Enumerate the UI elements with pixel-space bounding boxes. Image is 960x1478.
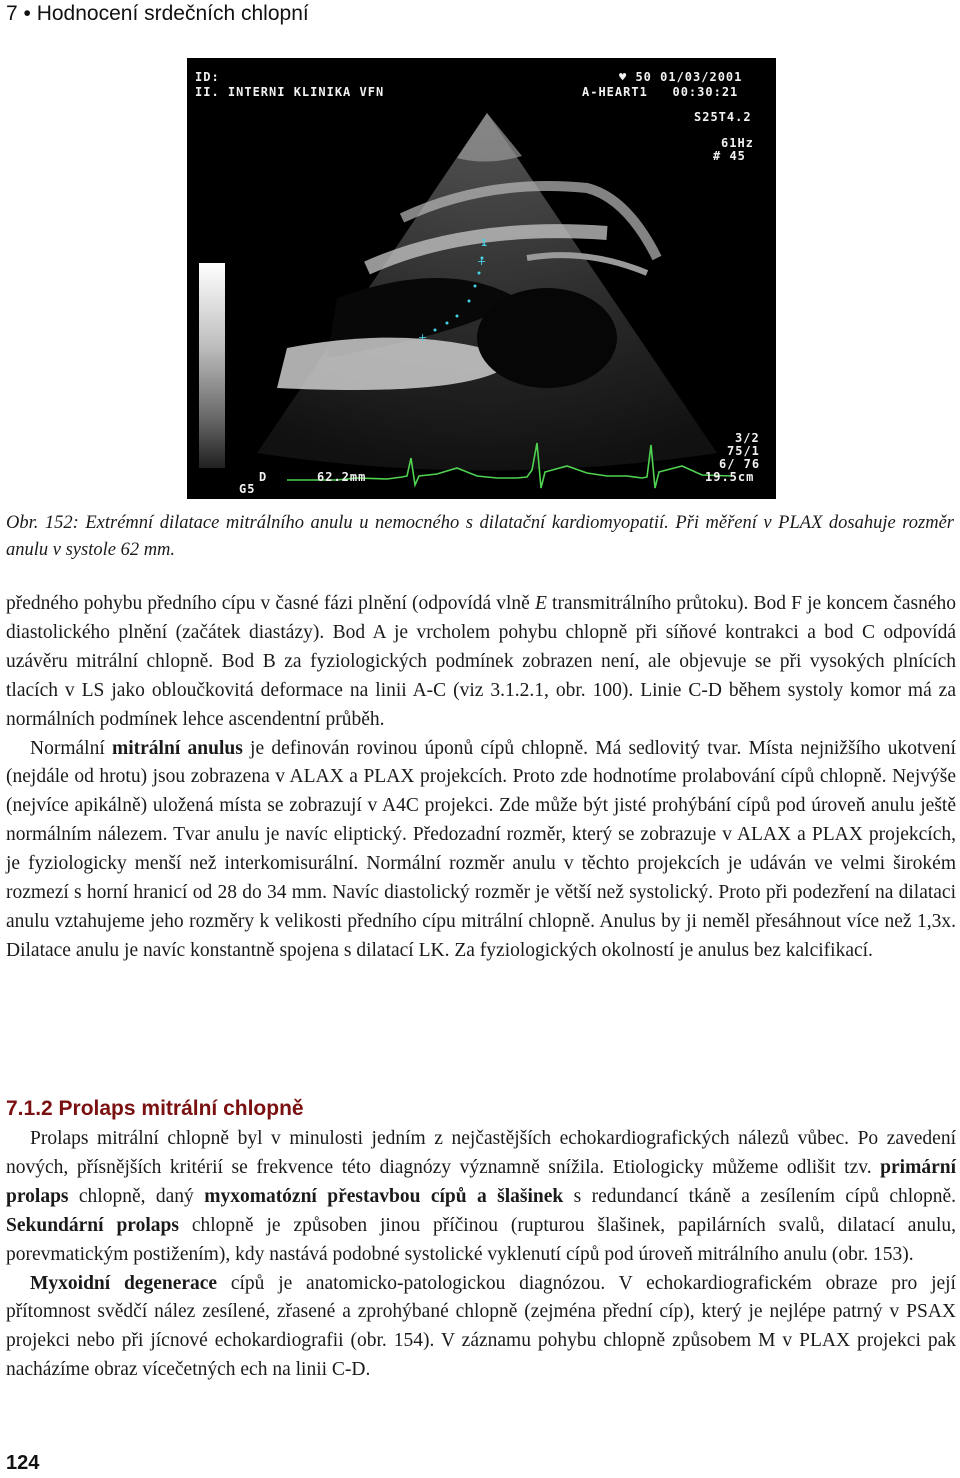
overlay-param-2: 75/1 [727, 444, 760, 458]
p4-bold-term: Myxoidní degenerace [30, 1272, 218, 1294]
p4-text-a: cípů je anatomicko-patologickou diagnózou. V echokardiografickém obraze pro její přítomnost svědčí nález zesílené, zřasené a zprohýbané chlopně (zejména přední cíp), který je nejlépe patrný v PSAX projekci nebo při jícnové echokardiografii (obr. 154). V záznamu pohybu chlopně způsobem M v PLAX projekci pak nacházíme obraz vícečetných ech na linii C-D. [6, 1272, 956, 1381]
p3-text-c: s redundancí tkáně a zesílením cípů chlopně. [563, 1185, 956, 1207]
body-upper [6, 590, 956, 966]
caliper-number: 1 [481, 238, 488, 249]
p3-bold-myxomatous: myxomatózní přestavbou cípů a šlašinek [204, 1185, 564, 1207]
caliper-cross-bottom: + [418, 331, 428, 344]
p2-text-b: je definován rovinou úponů cípů chlopně. Má sedlovitý tvar. Místa nejnižšího ukotvení (nejdále od hrotu) jsou zobrazena v ALAX a PLAX projekcích. Proto zde hodnotíme prolabování cípů chlopně. Nejvýše (nejvíce apikálně) uložená místa se zobrazují v A4C projekci. Zde může být jisté prohýbání cípů pod úroveň anulu ještě normálním nálezem. Tvar anulu je navíc eliptický. Předozadní rozměr, který se zobrazuje v ALAX a PLAX projekcích, je fyziologicky menší než interkomisurální. Normální rozměr anulu v těchto projekcích je udáván ve velmi širokém rozmezí s horní hranicí od 28 do 34 mm. Navíc diastolický rozměr je větší než systolický. Proto při podezření na dilataci anulu vztahujeme jeho rozměry k velikosti předního cípu mitrální chlopně. Anulus by ji neměl přesáhnout více než 1,3x. Dilatace anulu je navíc konstantně spojena s dilatací LK. Za fyziologických okolností je anulus bez kalcifikací. [6, 737, 956, 961]
section-heading: 7.1.2 Prolaps mitrální chlopně [6, 1097, 304, 1120]
overlay-probe: S25T4.2 [694, 110, 752, 124]
overlay-id: ID: [195, 70, 220, 84]
page-number: 124 [6, 1452, 40, 1474]
p3-text-a: Prolaps mitrální chlopně byl v minulosti jedním z nejčastějších echokardiografických nálezů vůbec. Po zavedení nových, přísnějších kritérií se frekvence této diagnózy významně snížila. Etiologicky můžeme odlišit tzv. [6, 1128, 956, 1178]
p3-bold-secondary: Sekundární prolaps [6, 1214, 179, 1236]
p2-text-a: Normální [30, 737, 112, 759]
overlay-param-3: 6/ 76 [719, 457, 761, 471]
overlay-distance-label: D [259, 470, 268, 484]
paragraph-myxoid [6, 1270, 956, 1386]
p1-text-a: předného pohybu předního cípu v časné fázi plnění (odpovídá vlně [6, 593, 535, 614]
figure-caption: Obr. 152: Extrémní dilatace mitrálního anulu u nemocného s dilatační kardiomyopatií. Při měření v PLAX dosahuje rozměr anulu v systole 62 mm. [6, 513, 954, 560]
paragraph-annulus [6, 735, 956, 966]
grayscale-bar [199, 263, 225, 468]
overlay-measurement: 62.2mm [317, 470, 367, 484]
p3-text-d: chlopně je způsoben jinou příčinou (rupturou šlašinek, papilárních svalů, dilatací anulu, porevmatickým postižením), kdy nastává podobné systolické vyklenutí cípů pod úroveň mitrálního anulu (obr. 153). [6, 1214, 957, 1265]
body-lower [6, 1125, 956, 1385]
overlay-clinic: II. INTERNI KLINIKA VFN [195, 85, 385, 99]
overlay-frame-rate: 61Hz [721, 136, 754, 150]
p3-text-b: chlopně, daný [68, 1185, 205, 1207]
paragraph-prolapse [6, 1125, 956, 1270]
overlay-depth: 19.5cm [705, 470, 755, 484]
overlay-corner: G5 [239, 482, 256, 496]
overlay-heart-date: ♥ 50 01/03/2001 [619, 70, 743, 84]
p2-bold-term: mitrální anulus [112, 737, 243, 759]
paragraph-points [6, 590, 956, 735]
p3-bold-primary: primární prolaps [6, 1156, 956, 1207]
ultrasound-sector [187, 58, 776, 499]
overlay-frame-no: # 45 [713, 149, 746, 163]
p1-text-b: transmitrálního průtoku). Bod F je koncem časného diastolického plnění (začátek diastázy). Bod A je vrcholem pohybu chlopně při síňové kontrakci a bod C odpovídá uzávěru mitrální chlopně. Bod B za fyziologických podmínek zobrazen není, ale objevuje se při vysokých plnících tlacích v LS jako obloučkovitá deformace na linii A-C (viz 3.1.2.1, obr. 100). Linie C-D během systoly komor má za normálních podmínek lehce ascendentní průběh. [6, 593, 956, 730]
running-head: 7 • Hodnocení srdečních chlopní [6, 2, 309, 25]
caliper-cross-top: + [477, 255, 487, 268]
overlay-param-1: 3/2 [735, 431, 760, 445]
p1-italic-e: E [534, 593, 547, 614]
overlay-program-time: A-HEART1 00:30:21 [582, 85, 739, 99]
echocardiogram-image [187, 58, 776, 499]
